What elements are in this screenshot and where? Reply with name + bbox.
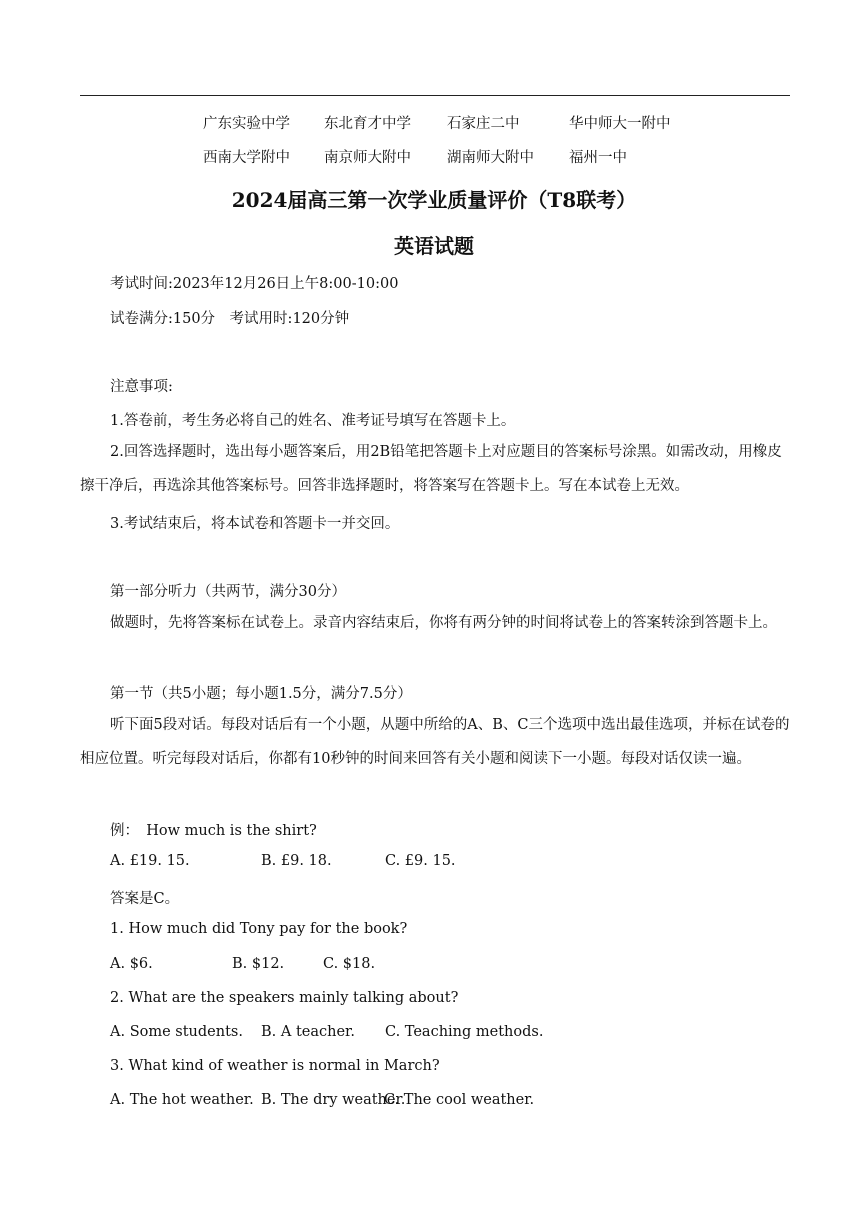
q2-option-a: A. Some students. (110, 1024, 243, 1040)
notice-item-1: 1.答卷前，考生务必将自己的姓名、准考证号填写在答题卡上。 (110, 413, 516, 429)
question-2: 2. What are the speakers mainly talking about? (110, 990, 459, 1006)
school-name: 西南大学附中 (203, 150, 290, 166)
notice-heading: 注意事项: (110, 379, 173, 395)
part1-instruction: 做题时，先将答案标在试卷上。录音内容结束后，你将有两分钟的时间将试卷上的答案转涂到答题卡上。 (110, 615, 777, 631)
q3-option-c: C. The cool weather. (384, 1092, 535, 1108)
header-rule (80, 95, 790, 96)
school-name: 石家庄二中 (447, 116, 520, 132)
example-option-b: B. £9. 18. (261, 853, 332, 869)
score-info: 试卷满分:150分 考试用时:120分钟 (110, 311, 350, 327)
example-question: 例： How much is the shirt? (110, 823, 317, 839)
school-name: 湖南师大附中 (447, 150, 534, 166)
section1-heading: 第一节（共5小题；每小题1.5分，满分7.5分） (110, 686, 412, 702)
q2-option-c: C. Teaching methods. (385, 1024, 544, 1040)
part1-heading: 第一部分听力（共两节，满分30分） (110, 584, 346, 600)
example-answer: 答案是C。 (110, 891, 180, 907)
school-name: 东北育才中学 (324, 116, 411, 132)
q1-option-c: C. $18. (323, 956, 376, 972)
q2-option-b: B. A teacher. (261, 1024, 355, 1040)
school-list (0, 112, 868, 180)
exam-subtitle: 英语试题 (394, 234, 474, 258)
school-name: 福州一中 (569, 150, 627, 166)
notice-item-3: 3.考试结束后，将本试卷和答题卡一并交回。 (110, 516, 400, 532)
q3-option-b: B. The dry weather. (261, 1092, 406, 1108)
question-1: 1. How much did Tony pay for the book? (110, 921, 408, 937)
school-row-1 (0, 112, 868, 146)
question-3: 3. What kind of weather is normal in March? (110, 1058, 440, 1074)
school-name: 华中师大一附中 (569, 116, 671, 132)
school-row-2 (0, 146, 868, 180)
q3-option-a: A. The hot weather. (110, 1092, 254, 1108)
q1-option-a: A. $6. (110, 956, 153, 972)
q1-option-b: B. $12. (232, 956, 285, 972)
section1-instruction: 听下面5段对话。每段对话后有一个小题，从题中所给的A、B、C三个选项中选出最佳选项，并标在试卷的相应位置。听完每段对话后，你都有10秒钟的时间来回答有关小题和阅读下一小题。每段对话仅读一遍。 (80, 717, 790, 767)
exam-time: 考试时间:2023年12月26日上午8:00-10:00 (110, 276, 399, 292)
notice-item-2: 2.回答选择题时，选出每小题答案后，用2B铅笔把答题卡上对应题目的答案标号涂黑。如需改动，用橡皮擦干净后，再选涂其他答案标号。回答非选择题时，将答案写在答题卡上。写在本试卷上无效。 (80, 444, 782, 494)
example-option-a: A. £19. 15. (110, 853, 190, 869)
example-option-c: C. £9. 15. (385, 853, 456, 869)
school-name: 南京师大附中 (324, 150, 411, 166)
school-name: 广东实验中学 (203, 116, 290, 132)
exam-title: 2024届高三第一次学业质量评价（T8联考） (231, 188, 637, 212)
